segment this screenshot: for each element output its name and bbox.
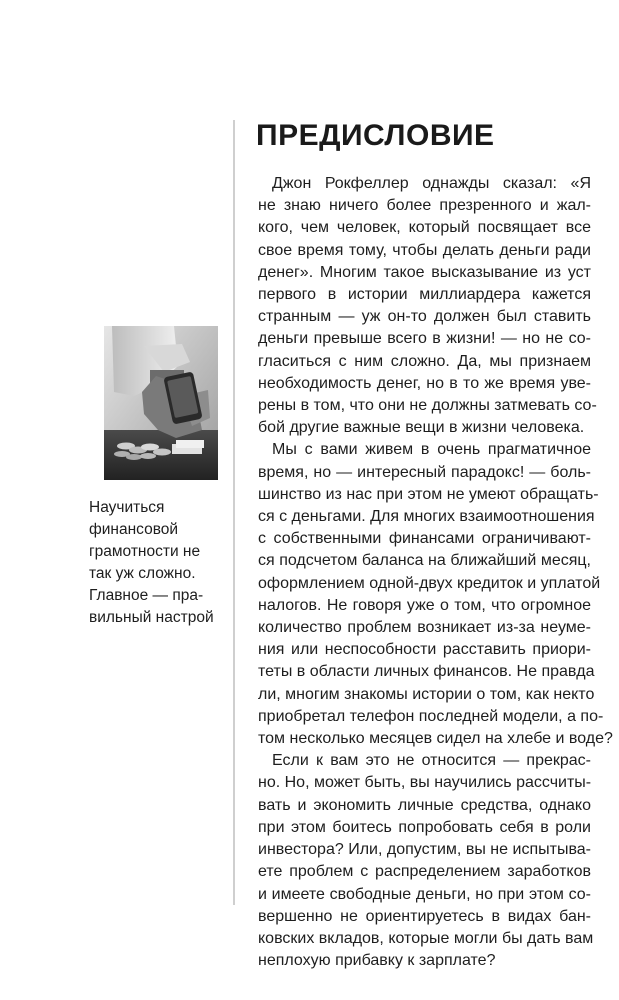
column-divider xyxy=(233,120,235,905)
paragraph-2 xyxy=(258,439,613,750)
paragraph-1 xyxy=(258,173,597,439)
text-line: инвестора? Или, допустим, вы не испытыва- xyxy=(258,841,591,859)
text-line: кого, чем человек, который посвящает все xyxy=(258,219,591,237)
page-title: ПРЕДИСЛОВИЕ xyxy=(256,119,495,152)
text-line: рены в том, что они не должны затмевать со- xyxy=(258,397,597,415)
text-line: но. Но, может быть, вы научились рассчиты- xyxy=(258,774,592,792)
text-line: ли, многим знакомы истории о том, как некто xyxy=(258,685,595,703)
hand-holding-phone-icon xyxy=(104,326,218,480)
paragraph-3 xyxy=(258,750,594,972)
caption-line: Научиться xyxy=(89,499,165,516)
caption-line: вильный настрой xyxy=(89,609,214,626)
text-line: ся подсчетом баланса на ближайший месяц, xyxy=(258,552,591,570)
text-line: свое время тому, чтобы делать деньги ради xyxy=(258,241,591,259)
photo-caption xyxy=(89,497,224,629)
text-line: первого в истории миллиардера кажется xyxy=(258,286,591,304)
caption-line: финансовой xyxy=(89,521,179,538)
text-line: и имеете свободные деньги, но при этом со- xyxy=(258,885,591,903)
text-line: Мы с вами живем в очень прагматичное xyxy=(272,441,591,459)
text-line: оформлением одной-двух кредиток и уплатой xyxy=(258,574,601,592)
text-line: том несколько месяцев сидел на хлебе и воде? xyxy=(258,730,613,748)
text-line: при этом боитесь попробовать себя в роли xyxy=(258,818,591,836)
text-line: приобретал телефон последней модели, а по- xyxy=(258,707,604,725)
main-text xyxy=(258,173,613,972)
text-line: количество проблем возникает из-за неуме- xyxy=(258,619,591,637)
text-line: ся с деньгами. Для многих взаимоотношения xyxy=(258,508,595,526)
text-line: гласиться с ним сложно. Да, мы признаем xyxy=(258,352,591,370)
text-line: ковских вкладов, которые могли бы дать вам xyxy=(258,929,594,947)
text-line: ния или неспособности расставить приори- xyxy=(258,641,591,659)
caption-line: Главное — пра- xyxy=(89,587,204,604)
text-line: ете проблем с распределением заработков xyxy=(258,863,591,881)
caption-line: грамотности не xyxy=(89,543,201,560)
text-line: налогов. Не говоря уже о том, что огромное xyxy=(258,596,591,614)
illustration-photo xyxy=(104,326,218,480)
caption-line: так уж сложно. xyxy=(89,565,196,582)
text-line: шинство из нас при этом не умеют обращать- xyxy=(258,485,599,503)
text-line: необходимость денег, но в то же время уве- xyxy=(258,374,591,392)
text-line: Джон Рокфеллер однажды сказал: «Я xyxy=(272,175,591,192)
text-line: странным — уж он-то должен был ставить xyxy=(258,308,591,326)
text-line: вать и экономить личные средства, однако xyxy=(258,796,591,814)
text-line: Если к вам это не относится — прекрас- xyxy=(272,752,591,770)
text-line: деньги превыше всего в жизни! — но не со- xyxy=(258,330,591,348)
text-line: не знаю ничего более презренного и жал- xyxy=(258,197,591,215)
text-line: вершенно не ориентируетесь в видах бан- xyxy=(258,907,591,925)
text-line: бой другие важные вещи в жизни человека. xyxy=(258,419,585,437)
text-line: денег». Многим такое высказывание из уст xyxy=(258,263,591,281)
text-line: время, но — интересный парадокс! — боль- xyxy=(258,463,591,481)
text-line: неплохую прибавку к зарплате? xyxy=(258,952,496,970)
text-line: с собственными финансами ограничивают- xyxy=(258,530,591,548)
text-line: теты в области личных финансов. Не правда xyxy=(258,663,595,681)
